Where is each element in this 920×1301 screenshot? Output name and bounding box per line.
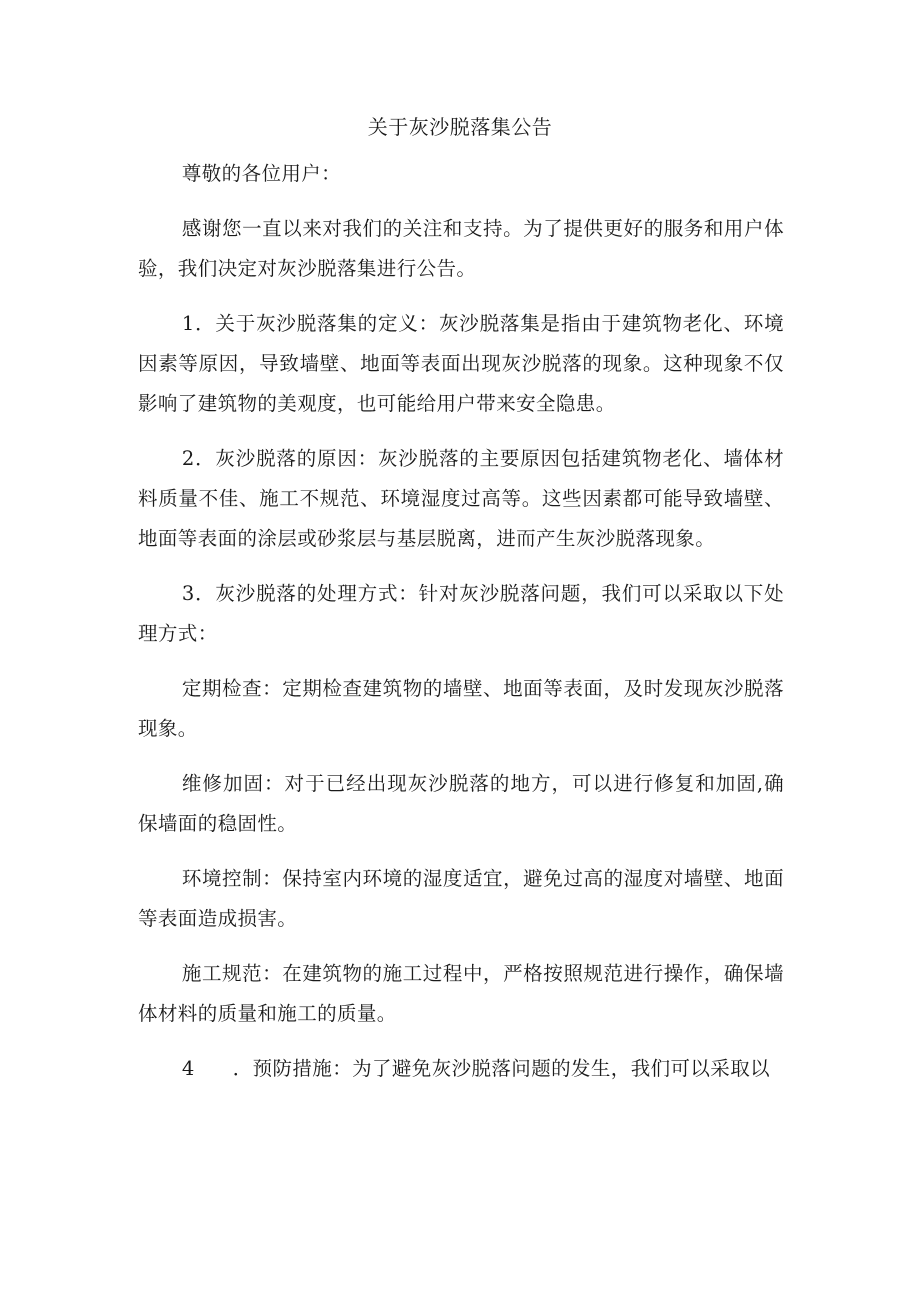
- paragraph-prevention: [138, 1049, 784, 1089]
- paragraph-definition: 1．关于灰沙脱落集的定义：灰沙脱落集是指由于建筑物老化、环境因素等原因，导致墙壁、地面等表面出现灰沙脱落的现象。这种现象不仅影响了建筑物的美观度，也可能给用户带来安全隐患。: [138, 312, 784, 415]
- paragraph-construction: 施工规范：在建筑物的施工过程中，严格按照规范进行操作，确保墙体材料的质量和施工的质量。: [138, 962, 784, 1025]
- paragraph-environment: 环境控制：保持室内环境的湿度适宜，避免过高的湿度对墙壁、地面等表面造成损害。: [138, 867, 784, 930]
- paragraph-intro: 感谢您一直以来对我们的关注和支持。为了提供更好的服务和用户体验，我们决定对灰沙脱落集进行公告。: [138, 217, 784, 280]
- salutation: 尊敬的各位用户：: [181, 162, 342, 185]
- item-number: 4: [181, 1057, 195, 1080]
- paragraph-causes: 2．灰沙脱落的原因：灰沙脱落的主要原因包括建筑物老化、墙体材料质量不佳、施工不规范、环境湿度过高等。这些因素都可能导致墙壁、地面等表面的涂层或砂浆层与基层脱离，进而产生灰沙脱落现象。: [138, 447, 784, 550]
- paragraph-repair: 维修加固：对于已经出现灰沙脱落的地方，可以进行修复和加固,确保墙面的稳固性。: [138, 772, 784, 835]
- paragraph-inspection: 定期检查：定期检查建筑物的墙壁、地面等表面，及时发现灰沙脱落现象。: [138, 677, 784, 740]
- document-body: [138, 154, 784, 1104]
- paragraph-handling: 3．灰沙脱落的处理方式：针对灰沙脱落问题，我们可以采取以下处理方式：: [138, 582, 784, 645]
- page-title: 关于灰沙脱落集公告: [367, 115, 553, 139]
- item-text: ．预防措施：为了避免灰沙脱落问题的发生，我们可以采取以: [232, 1057, 770, 1080]
